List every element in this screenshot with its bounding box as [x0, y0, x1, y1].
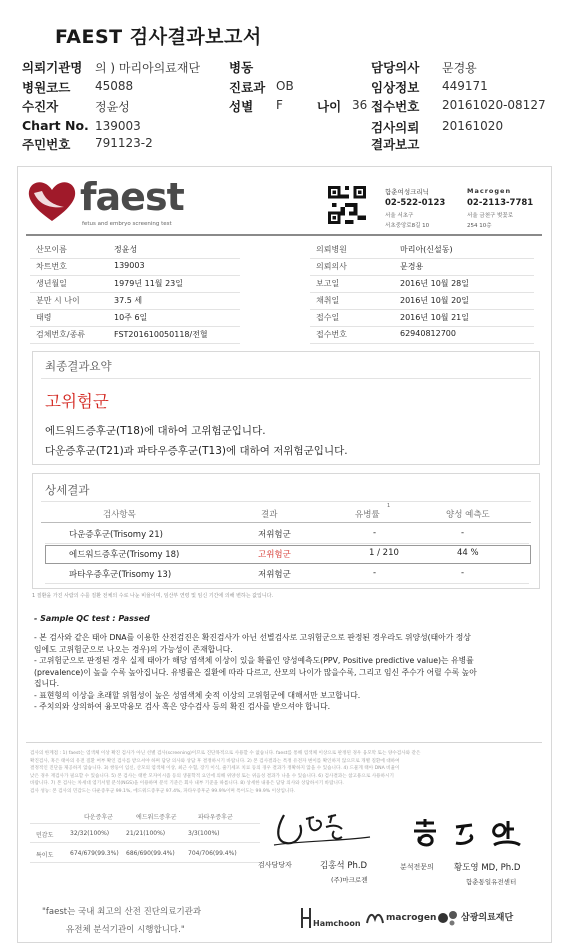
final-result-title: 최종결과요약	[45, 359, 112, 373]
request-row-line	[310, 292, 534, 293]
table-row-prevalence: -	[373, 528, 377, 538]
stats-cell: 3/3(100%)	[188, 830, 220, 837]
signer1-caption: 검사담당자	[258, 861, 292, 869]
request-info-value: 마리아(신설동)	[400, 245, 453, 254]
request-value: 20161020	[442, 119, 504, 133]
col-header-prevalence: 유병률	[355, 510, 380, 520]
table-header-rule	[41, 522, 531, 523]
hamchoon-logo-icon	[300, 906, 312, 930]
stats-row-line	[30, 842, 260, 843]
table-row-result: 저위험군	[258, 570, 291, 580]
lab1-phone: 02-522-0123	[385, 198, 446, 208]
table-row-ppv: -	[461, 528, 465, 538]
request-info-value: 2016년 10월 20일	[400, 296, 469, 305]
final-result-divider	[41, 378, 531, 379]
notes-divider	[26, 742, 542, 743]
lab1-name: 함춘여성크리닉	[385, 188, 429, 196]
note-line: 집니다.	[34, 679, 60, 688]
clinical-value: 449171	[442, 79, 488, 93]
patient-label: 수진자	[22, 99, 59, 114]
patient-row-line	[30, 309, 240, 310]
institution-value: 의 ) 마리아의료재단	[95, 61, 201, 75]
col-header-result: 결과	[261, 510, 278, 520]
limitation-line: 검사의 한계점 : 1) faest는 염색체 이상 확진 검사가 아닌 선별 검사(screening)이므로 진단목적으로 사용할 수 없습니다. faest를 통해 염색체 이상으로 판정된 경우 융모막 또는 양수검사와 같은	[30, 751, 421, 756]
macrogen-logo-icon	[365, 909, 385, 925]
qr-code-icon	[328, 186, 366, 224]
patient-row-line	[30, 292, 240, 293]
patient-info-value: 37.5 세	[114, 296, 143, 305]
prevalence-footnote-mark: 1	[387, 503, 391, 509]
table-row-ppv: -	[461, 568, 465, 578]
hospital-code-value: 45088	[95, 79, 134, 93]
table-row-result: 저위험군	[258, 530, 291, 540]
patient-value: 정윤성	[95, 100, 130, 114]
slogan-line2: 유전체 분석기관이 시행합니다."	[66, 925, 185, 935]
patient-info-label: 생년월일	[36, 279, 67, 288]
institution-label: 의뢰기관명	[22, 60, 83, 75]
patient-info-label: 검체번호/종류	[36, 330, 86, 339]
note-line: - 고위험군으로 판정된 경우 실제 태아가 해당 염색체 이상이 있을 확률인 양성예측도(PPV, Positive predictive value)는 유병률	[34, 656, 474, 665]
final-result-box	[32, 351, 540, 465]
limitation-line: 바랍니다. 7) 본 검사는 차세대 염기서열 분석(NGS)을 이용하며 분석 기준은 회사 내부 기준을 따릅니다. 8) 상세한 내용은 담당 의사와 상담하시기 바랍니다.	[30, 781, 344, 786]
limitation-line: 낮은 경우 재검사가 필요할 수 있습니다. 5) 본 검사는 태반 모자이시즘 등의 생물학적 요인에 의해 위양성 또는 위음성 결과가 나올 수 있습니다. 6) 검사결과는 참고용으로 사용하시기	[30, 773, 394, 779]
header-divider	[26, 234, 542, 236]
samkwang-logo-icon	[437, 908, 459, 926]
request-row-line	[310, 326, 534, 327]
signer2-org: 함춘통일유전센터	[466, 878, 517, 886]
stats-row-label: 특이도	[36, 852, 54, 859]
result-report-label: 결과보고	[371, 137, 420, 152]
request-info-label: 의뢰병원	[316, 245, 347, 254]
final-risk-level: 고위험군	[45, 392, 109, 411]
stats-cell: 704/706(99.4%)	[188, 850, 237, 857]
patient-info-value: 10주 6일	[114, 313, 148, 322]
request-info-value: 2016년 10월 28일	[400, 279, 469, 288]
request-row-line	[310, 343, 534, 344]
page-title: FAEST 검사결과보고서	[55, 26, 262, 48]
patient-info-value: 1979년 11월 23일	[114, 279, 183, 288]
note-line: - 표현형의 이상을 초래할 위험성이 높은 성염색체 숫적 이상의 고위험군에 대해서만 보고합니다.	[34, 690, 361, 700]
request-info-label: 채취일	[316, 296, 340, 305]
receipt-value: 20161020-08127	[442, 98, 546, 112]
stats-header-rule	[30, 823, 260, 824]
limitation-line: 결정적인 진단을 제공하지 않습니다. 3) 쌍둥이 임신, 산모의 염색체 이상, 최근 수혈, 장기 이식, 줄기세포 치료 등의 경우 결과가 정확하지 않을 수 있습니다. 4) 드물게 태아 DNA 비율이	[30, 766, 400, 771]
col-header-item: 검사항목	[103, 510, 136, 520]
stats-cell: 21/21(100%)	[126, 830, 166, 837]
lab2-address1: 서울 금천구 벚꽃로	[467, 213, 514, 219]
table-row-item: 다운증후군(Trisomy 21)	[69, 530, 163, 540]
col-header-ppv: 양성 예측도	[446, 510, 490, 520]
faest-logo-subtitle: fetus and embryo screening test	[82, 221, 172, 227]
brand-macrogen: macrogen	[386, 913, 437, 923]
table-row-item: 에드워드증후군(Trisomy 18)	[69, 550, 180, 560]
patient-info-label: 태령	[36, 313, 52, 322]
request-row-line	[310, 275, 534, 276]
stats-row-label: 민감도	[36, 832, 54, 839]
stats-cell: 686/690(99.4%)	[126, 850, 175, 857]
lab2-name: Macrogen	[467, 187, 512, 195]
brand-hamchoon: Hamchoon	[313, 919, 361, 928]
table-footnote: 1 질환을 가진 사람의 수를 질환 전체의 수로 나눈 비율이며, 임산부 연령 및 임신 기간에 의해 변하는 값입니다.	[32, 593, 274, 599]
chart-value: 139003	[95, 119, 141, 133]
patient-info-label: 차트번호	[36, 262, 67, 271]
age-label: 나이	[317, 99, 342, 114]
request-row-line	[310, 258, 534, 259]
rrn-label: 주민번호	[22, 137, 71, 152]
request-label: 검사의뢰	[371, 120, 420, 135]
note-line: 임에도 고위험군으로 나오는 경우)의 가능성이 존재합니다.	[34, 644, 233, 654]
receipt-label: 접수번호	[371, 99, 420, 114]
slogan-line1: "faest는 국내 최고의 산전 진단의료기관과	[42, 907, 202, 917]
patient-info-value: FST201610050118/전혈	[114, 330, 208, 339]
patient-info-label: 산모이름	[36, 245, 67, 254]
note-line: (prevalence)이 높을 수록 높아집니다. 유병률은 질환에 따라 다르고, 산모의 나이가 많을수록, 그리고 임신 주수가 어릴 수록 높아	[34, 667, 477, 677]
signature-hwang-icon	[410, 815, 530, 855]
patient-info-value: 139003	[114, 261, 145, 270]
table-row-result: 고위험군	[258, 550, 291, 560]
signer1-org: (주)마크로젠	[331, 876, 368, 884]
signer2-caption: 분석전문의	[400, 863, 434, 871]
table-row-ppv: 44 %	[457, 548, 479, 558]
note-line: - 본 검사와 같은 태아 DNA를 이용한 산전검진은 확진검사가 아닌 선별검사로 고위험군으로 판정된 경우라도 위양성(태아가 정상	[34, 633, 471, 642]
patient-row-line	[30, 326, 240, 327]
limitation-line: 확진검사, 혹은 태아의 유전 질환 여부 확인 검사를 받으셔야 하며 담당 의사와 상담 후 결정하시기 바랍니다. 2) 본 검사결과는 특정 유전자 변이를 확인하지 않으므로 개별 질환에 대하여	[30, 758, 400, 764]
ward-label: 병동	[229, 60, 254, 75]
stats-cell: 32/32(100%)	[70, 830, 110, 837]
sex-value: F	[276, 98, 283, 112]
final-summary-line1: 에드워드증후군(T18)에 대하여 고위험군입니다.	[45, 425, 266, 437]
request-info-label: 접수번호	[316, 330, 347, 339]
doctor-label: 담당의사	[371, 60, 420, 75]
table-row-line	[45, 543, 529, 544]
lab2-address2: 254 10층	[467, 223, 492, 229]
detail-result-box	[32, 473, 540, 589]
patient-info-label: 분만 시 나이	[36, 296, 80, 305]
clinical-label: 임상정보	[371, 80, 420, 95]
report-page	[17, 166, 552, 943]
detail-result-divider	[41, 501, 531, 502]
sex-label: 성별	[229, 99, 254, 114]
limitation-line: 검사 성능: 본 검사의 민감도는 다운증후군 99.1%, 에드워드증후군 97.4%, 파타우증후군 99.9%이며 특이도는 99.9% 이상입니다.	[30, 788, 296, 794]
signer1-name: 김홍석 Ph.D	[320, 861, 368, 871]
chart-label: Chart No.	[22, 118, 89, 133]
note-line: - 주치의와 상의하여 융모막융모 검사 혹은 양수검사 등의 확진 검사를 받으셔야 합니다.	[34, 702, 331, 711]
dept-label: 진료과	[229, 80, 266, 95]
request-info-value: 2016년 10월 21일	[400, 313, 469, 322]
stats-col-header: 파타우증후군	[198, 814, 233, 821]
detail-result-title: 상세결과	[45, 483, 90, 497]
doctor-value: 문경용	[442, 61, 477, 75]
faest-heart-logo-icon	[24, 177, 80, 225]
table-row-item: 파타우증후군(Trisomy 13)	[69, 570, 172, 580]
stats-col-header: 다운증후군	[84, 814, 113, 821]
rrn-value: 791123-2	[95, 136, 153, 150]
lab1-address2: 서초중앙로8길 10	[385, 223, 430, 229]
request-row-line	[310, 309, 534, 310]
final-summary-line2: 다운증후군(T21)과 파타우증후군(T13)에 대하여 저위험군입니다.	[45, 445, 348, 457]
brand-samkwang: 삼광의료재단	[461, 913, 514, 923]
sample-qc-status: - Sample QC test : Passed	[34, 614, 150, 623]
request-info-label: 보고일	[316, 279, 340, 288]
patient-row-line	[30, 275, 240, 276]
table-row-prevalence: 1 / 210	[369, 548, 399, 558]
stats-col-header: 에드워드증후군	[136, 814, 177, 821]
table-row-line	[45, 583, 529, 584]
lab2-phone: 02-2113-7781	[467, 198, 534, 208]
patient-row-line	[30, 343, 240, 344]
table-row-prevalence: -	[373, 568, 377, 578]
request-info-label: 의뢰의사	[316, 262, 347, 271]
lab1-address1: 서울 서초구	[385, 213, 414, 219]
patient-info-value: 정윤성	[114, 245, 138, 254]
request-info-value: 62940812700	[400, 329, 456, 338]
request-info-value: 문경용	[400, 262, 424, 271]
stats-cell: 674/679(99.3%)	[70, 850, 119, 857]
faest-logo-text: faest	[80, 175, 184, 219]
patient-row-line	[30, 258, 240, 259]
age-value: 36	[352, 98, 368, 112]
request-info-label: 접수일	[316, 313, 340, 322]
dept-value: OB	[276, 79, 294, 93]
signature-kim-icon	[270, 807, 374, 849]
stats-row-line	[30, 862, 260, 863]
hospital-code-label: 병원코드	[22, 80, 71, 95]
signer2-name: 황도영 MD, Ph.D	[454, 863, 521, 873]
